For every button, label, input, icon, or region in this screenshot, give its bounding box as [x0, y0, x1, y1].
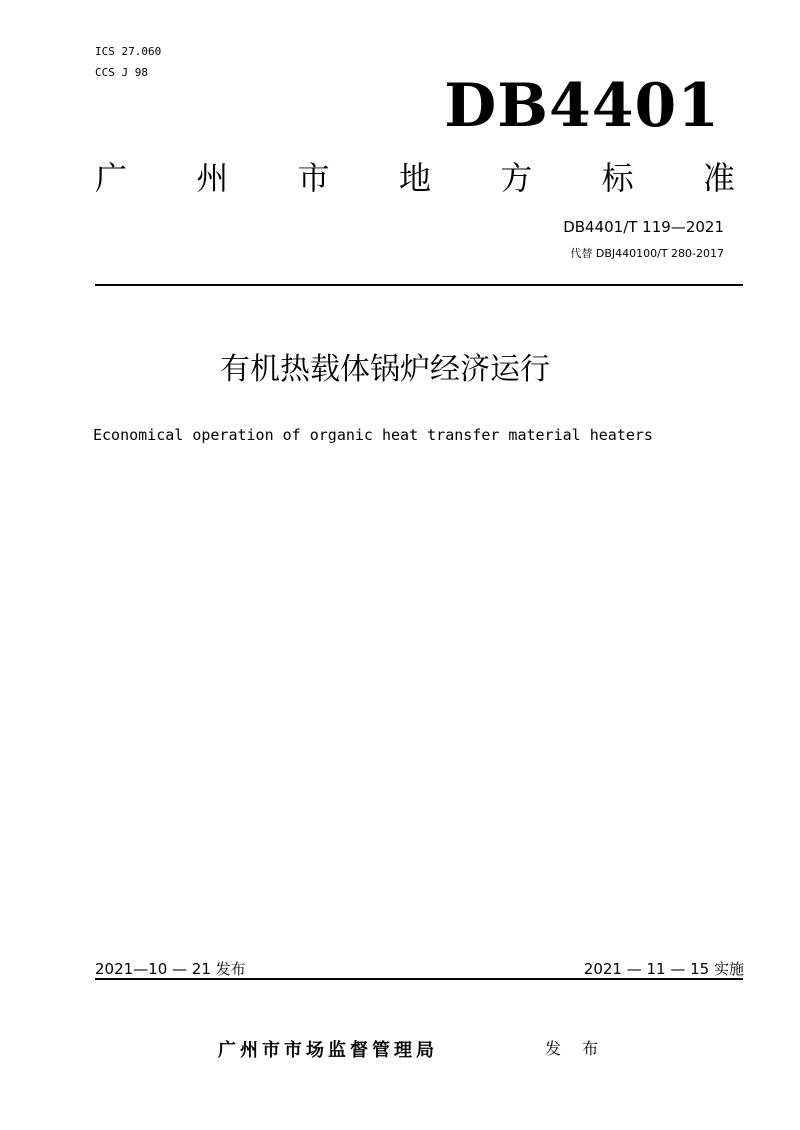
standard-type-char: 地	[398, 159, 431, 197]
footer-divider	[95, 978, 743, 980]
replaces-standard: 代替 DBJ440100/T 280-2017	[570, 247, 724, 260]
standard-type-char: 广	[95, 159, 128, 197]
header-divider	[95, 284, 743, 286]
issue-date: 2021—10 — 21 发布	[95, 960, 246, 978]
standard-number: DB4401/T 119—2021	[563, 218, 724, 236]
ccs-code: CCS J 98	[95, 66, 148, 79]
ics-code: ICS 27.060	[95, 45, 162, 58]
implementation-date: 2021 — 11 — 15 实施	[583, 960, 744, 978]
standard-type-heading	[95, 154, 735, 198]
standard-type-char: 标	[601, 159, 634, 197]
publish-label: 发 布	[545, 1039, 607, 1058]
document-title-chinese: 有机热载体锅炉经济运行	[220, 352, 550, 387]
classification-codes	[95, 41, 161, 83]
publisher-name: 广州市市场监督管理局	[218, 1040, 438, 1061]
standard-brand: DB4401	[444, 71, 720, 141]
standard-type-char: 准	[702, 159, 735, 197]
standard-type-char: 州	[196, 159, 229, 197]
standard-type-char: 市	[297, 159, 330, 197]
document-title-english: Economical operation of organic heat transfer material heaters	[93, 426, 653, 444]
standard-type-char: 方	[500, 159, 533, 197]
